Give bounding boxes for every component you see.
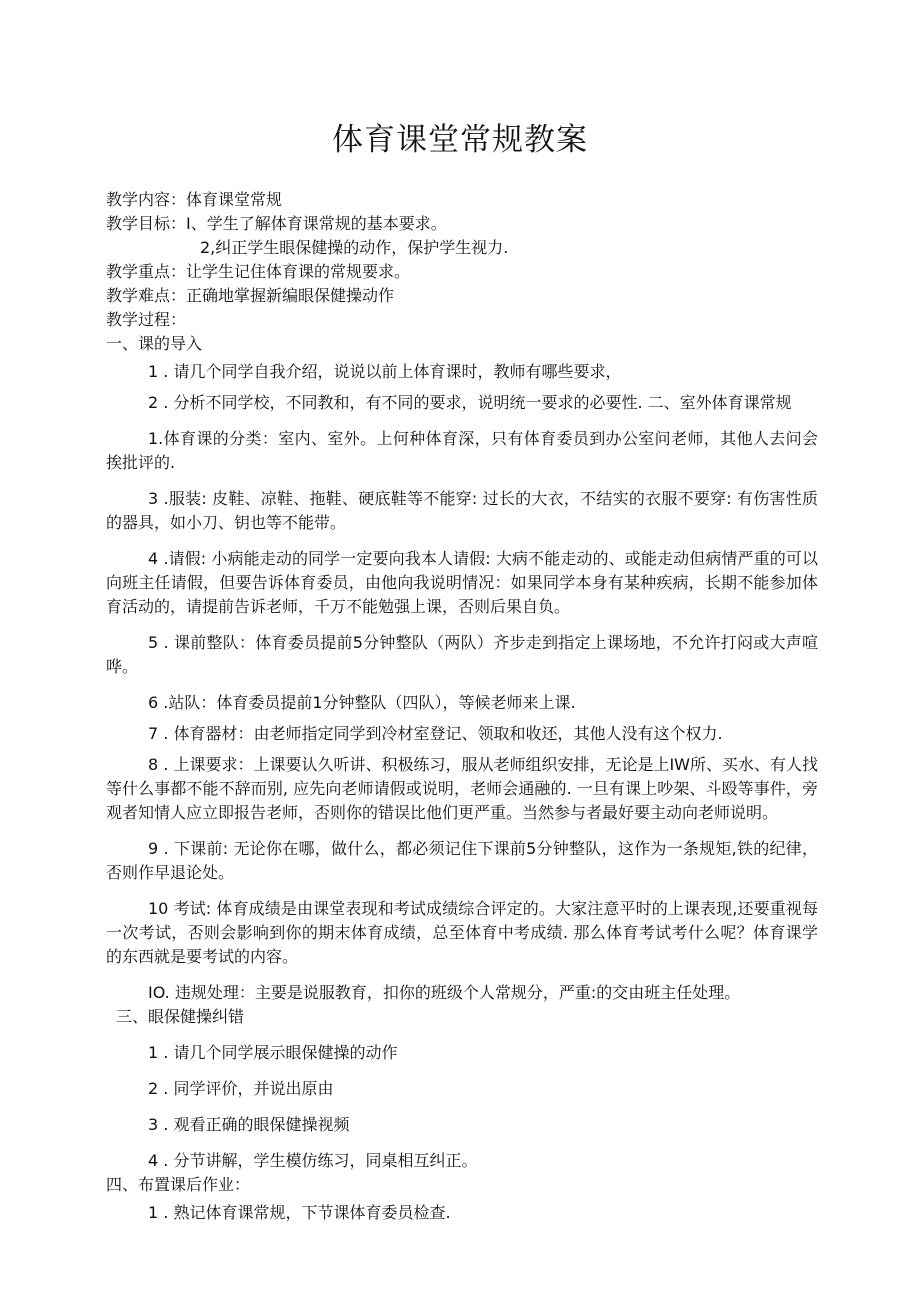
section-4-heading: 四、布置课后作业：: [106, 1175, 251, 1194]
process-heading: 教学过程：: [106, 310, 187, 329]
rule-item-10: 10 考试: 体育成绩是由课堂表现和考试成绩综合评定的。大家注意平时的上课表现,还要重视每一次考试，否则会影响到你的期末体育成绩，总至体育中考成绩. 那么体育考试考什么呢？体育课学的东西就是要考试的内容。: [106, 899, 818, 966]
rule-item-7: 7 . 体育器材：由老师指定同学到冷材室登记、领取和收还，其他人没有这个权力.: [148, 724, 723, 743]
intro-item-1: 1 . 请几个同学自我介绍，说说以前上体育课时，教师有哪些要求，: [148, 362, 622, 381]
eye-item-2: 2 . 同学评价，并说出原由: [148, 1079, 334, 1098]
rule-item-9: 9 . 下课前: 无论你在哪，做什么，都必须记住下课前5分钟整队，这作为一条规矩,铁的纪律，否则作早退论处。: [106, 839, 818, 882]
section-1-heading: 一、课的导入: [106, 334, 203, 353]
rule-item-1: 1.体育课的分类：室内、室外。上何种体育深，只有体育委员到办公室问老师，其他人去问会挨批评的.: [106, 429, 818, 472]
rule-item-6: 6 .站队：体育委员提前1分钟整队（四队），等候老师来上课.: [148, 693, 576, 712]
key-point: 教学重点：让学生记住体育课的常规要求。: [106, 262, 411, 281]
goal-item-2: 2,纠正学生眼保健操的动作，保护学生视力.: [200, 238, 509, 257]
eye-item-4: 4 . 分节讲解，学生模仿练习，同桌相互纠正。: [148, 1151, 478, 1170]
lesson-plan-body: [106, 188, 818, 1225]
page-title: 体育课堂常规教案: [332, 122, 588, 158]
rule-item-3: 3 .服装: 皮鞋、凉鞋、拖鞋、硬底鞋等不能穿: 过长的大衣，不结实的衣服不要穿: 有伤害性质的器具，如小刀、钥也等不能带。: [106, 489, 818, 532]
section-3-heading: 三、眼保健操纠错: [116, 1007, 245, 1026]
eye-item-1: 1 . 请几个同学展示眼保健操的动作: [148, 1043, 398, 1062]
rule-item-8: 8 . 上课要求：上课要认久听讲、积极练习，服从老师组织安排，无论是上IW所、买水、有人找等什么事都不能不辞而别, 应先向老师请假或说明，老师会通融的. 一旦有课上吵架、斗殴等事件，旁观者知情人应立即报告老师，否则你的错误比他们更严重。当然参与者最好要主动向老师说明。: [106, 755, 818, 822]
intro-item-2: 2 . 分析不同学校，不同教和，有不同的要求，说明统一要求的必要性. 二、室外体育课常规: [148, 393, 792, 412]
rule-item-5: 5 . 课前整队：体育委员提前5分钟整队（两队）齐步走到指定上课场地，不允许打闷或大声喧哗。: [106, 633, 818, 676]
rule-item-4: 4 .请假: 小病能走动的同学一定要向我本人请假: 大病不能走动的、或能走动但病情严重的可以向班主任请假，但要告诉体育委员，由他向我说明情况：如果同学本身有某种疾病，长期不能参加体育活动的，请提前告诉老师，千万不能勉强上课，否则后果自负。: [106, 549, 818, 616]
teaching-content: 教学内容：体育课堂常规: [106, 190, 283, 209]
goal-label: 教学目标：: [106, 214, 187, 233]
difficulty: 教学难点：正确地掌握新编眼保健操动作: [106, 286, 395, 305]
homework-item-1: 1 . 熟记体育课常规，下节课体育委员检查.: [148, 1203, 451, 1222]
rule-item-io: IO. 违规处理：主要是说服教育，扣你的班级个人常规分，严重:的交由班主任处理。: [148, 983, 741, 1002]
eye-item-3: 3 . 观看正确的眼保健操视频: [148, 1115, 350, 1134]
goal-item-1: I、学生了解体育课常规的基本要求。: [186, 214, 447, 233]
teaching-goal: [106, 212, 818, 236]
